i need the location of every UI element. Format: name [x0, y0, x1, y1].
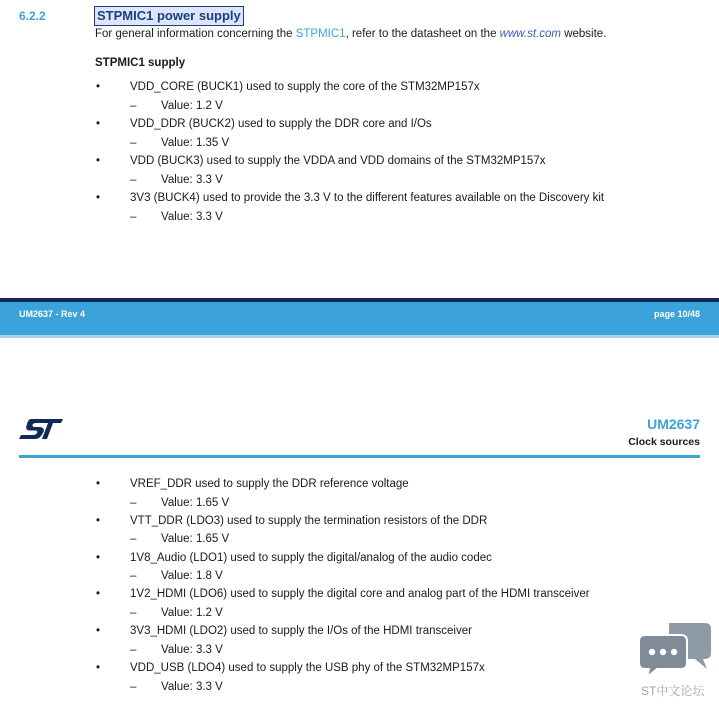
list-item-text: 3V3_HDMI (LDO2) used to supply the I/Os of the HDMI transceiver [130, 625, 472, 637]
list-item-value: Value: 1.65 V [161, 496, 230, 509]
list-item-text: VDD_CORE (BUCK1) used to supply the core of the STM32MP157x [130, 81, 480, 93]
dash: – [130, 173, 137, 186]
list-subitem [0, 174, 719, 192]
list-item-text: VTT_DDR (LDO3) used to supply the termination resistors of the DDR [130, 514, 488, 527]
stpmic1-link[interactable]: STPMIC1 [295, 28, 346, 40]
bullet: • [96, 514, 101, 527]
doc-id: UM2637 [647, 416, 700, 432]
dash: – [130, 210, 137, 223]
st-website-link[interactable]: www.st.com [499, 28, 561, 40]
list-item-value: Value: 3.3 V [161, 210, 223, 223]
watermark-text: ST中文论坛 [641, 684, 705, 698]
list-subitem [0, 137, 719, 155]
dash: – [130, 496, 137, 509]
footer-page-number: page 10/48 [653, 309, 700, 319]
list-item-text: VDD_DDR (BUCK2) used to supply the DDR core and I/Os [130, 118, 432, 130]
st-logo-icon [19, 418, 63, 445]
list-subitem [0, 533, 719, 551]
list-subitem [0, 681, 719, 699]
list-item [0, 192, 719, 210]
list-item [0, 155, 719, 173]
list-item [0, 478, 719, 496]
list-item-text: 3V3 (BUCK4) used to provide the 3.3 V to the different features available on the Discovery kit [130, 192, 605, 204]
list-item-value: Value: 1.35 V [161, 136, 230, 149]
dash: – [130, 570, 137, 582]
list-item-value: Value: 3.3 V [161, 643, 223, 656]
bullet: • [96, 81, 101, 93]
list-subitem [0, 607, 719, 625]
list-item-value: Value: 3.3 V [161, 173, 223, 186]
header-rule [19, 455, 700, 458]
bullet: • [96, 192, 101, 204]
list-item-value: Value: 3.3 V [161, 680, 223, 693]
chat-bubbles-icon[interactable] [639, 621, 713, 684]
bullet: • [96, 662, 101, 674]
list-item-text: VDD_USB (LDO4) used to supply the USB phy of the STM32MP157x [130, 662, 485, 674]
list-subitem [0, 570, 719, 588]
list-item-value: Value: 1.2 V [161, 606, 223, 619]
list-item-text: 1V8_Audio (LDO1) used to supply the digital/analog of the audio codec [130, 551, 492, 564]
bullet: • [96, 155, 101, 167]
dash: – [130, 136, 137, 149]
list-subitem [0, 211, 719, 229]
list-item-value: Value: 1.8 V [161, 570, 223, 582]
list-item-value: Value: 1.65 V [161, 533, 230, 545]
intro-text-before: For general information concerning the [95, 28, 296, 40]
intro-text-middle: , refer to the datasheet on the [345, 28, 500, 40]
intro-paragraph [95, 28, 606, 40]
dash: – [130, 680, 137, 693]
bullet: • [96, 551, 101, 564]
list-item [0, 515, 719, 533]
list-item [0, 552, 719, 570]
bullet: • [96, 588, 101, 600]
list-subitem [0, 497, 719, 515]
page-footer [0, 302, 719, 338]
list-item [0, 625, 719, 643]
list-item-value: Value: 1.2 V [161, 99, 223, 112]
bullet: • [96, 118, 101, 130]
list-item [0, 81, 719, 99]
list-item [0, 118, 719, 136]
dash: – [130, 643, 137, 656]
doc-section: Clock sources [628, 436, 700, 448]
intro-text-after: website. [561, 28, 607, 40]
list-subitem [0, 644, 719, 662]
section-number: 6.2.2 [19, 9, 46, 23]
list-item-text: 1V2_HDMI (LDO6) used to supply the digital core and analog part of the HDMI transceiver [130, 588, 590, 600]
list-item [0, 662, 719, 680]
list-subitem [0, 100, 719, 118]
bullet: • [96, 478, 101, 490]
dash: – [130, 99, 137, 112]
list-item-text: VREF_DDR used to supply the DDR reference voltage [130, 478, 409, 490]
bullet: • [96, 625, 101, 637]
dash: – [130, 533, 137, 545]
list-item [0, 588, 719, 606]
dash: – [130, 606, 137, 619]
footer-doc-rev: UM2637 - Rev 4 [19, 309, 86, 319]
list-item-text: VDD (BUCK3) used to supply the VDDA and VDD domains of the STM32MP157x [130, 155, 546, 167]
section-title: STPMIC1 power supply [94, 6, 244, 26]
subheading: STPMIC1 supply [95, 57, 186, 69]
